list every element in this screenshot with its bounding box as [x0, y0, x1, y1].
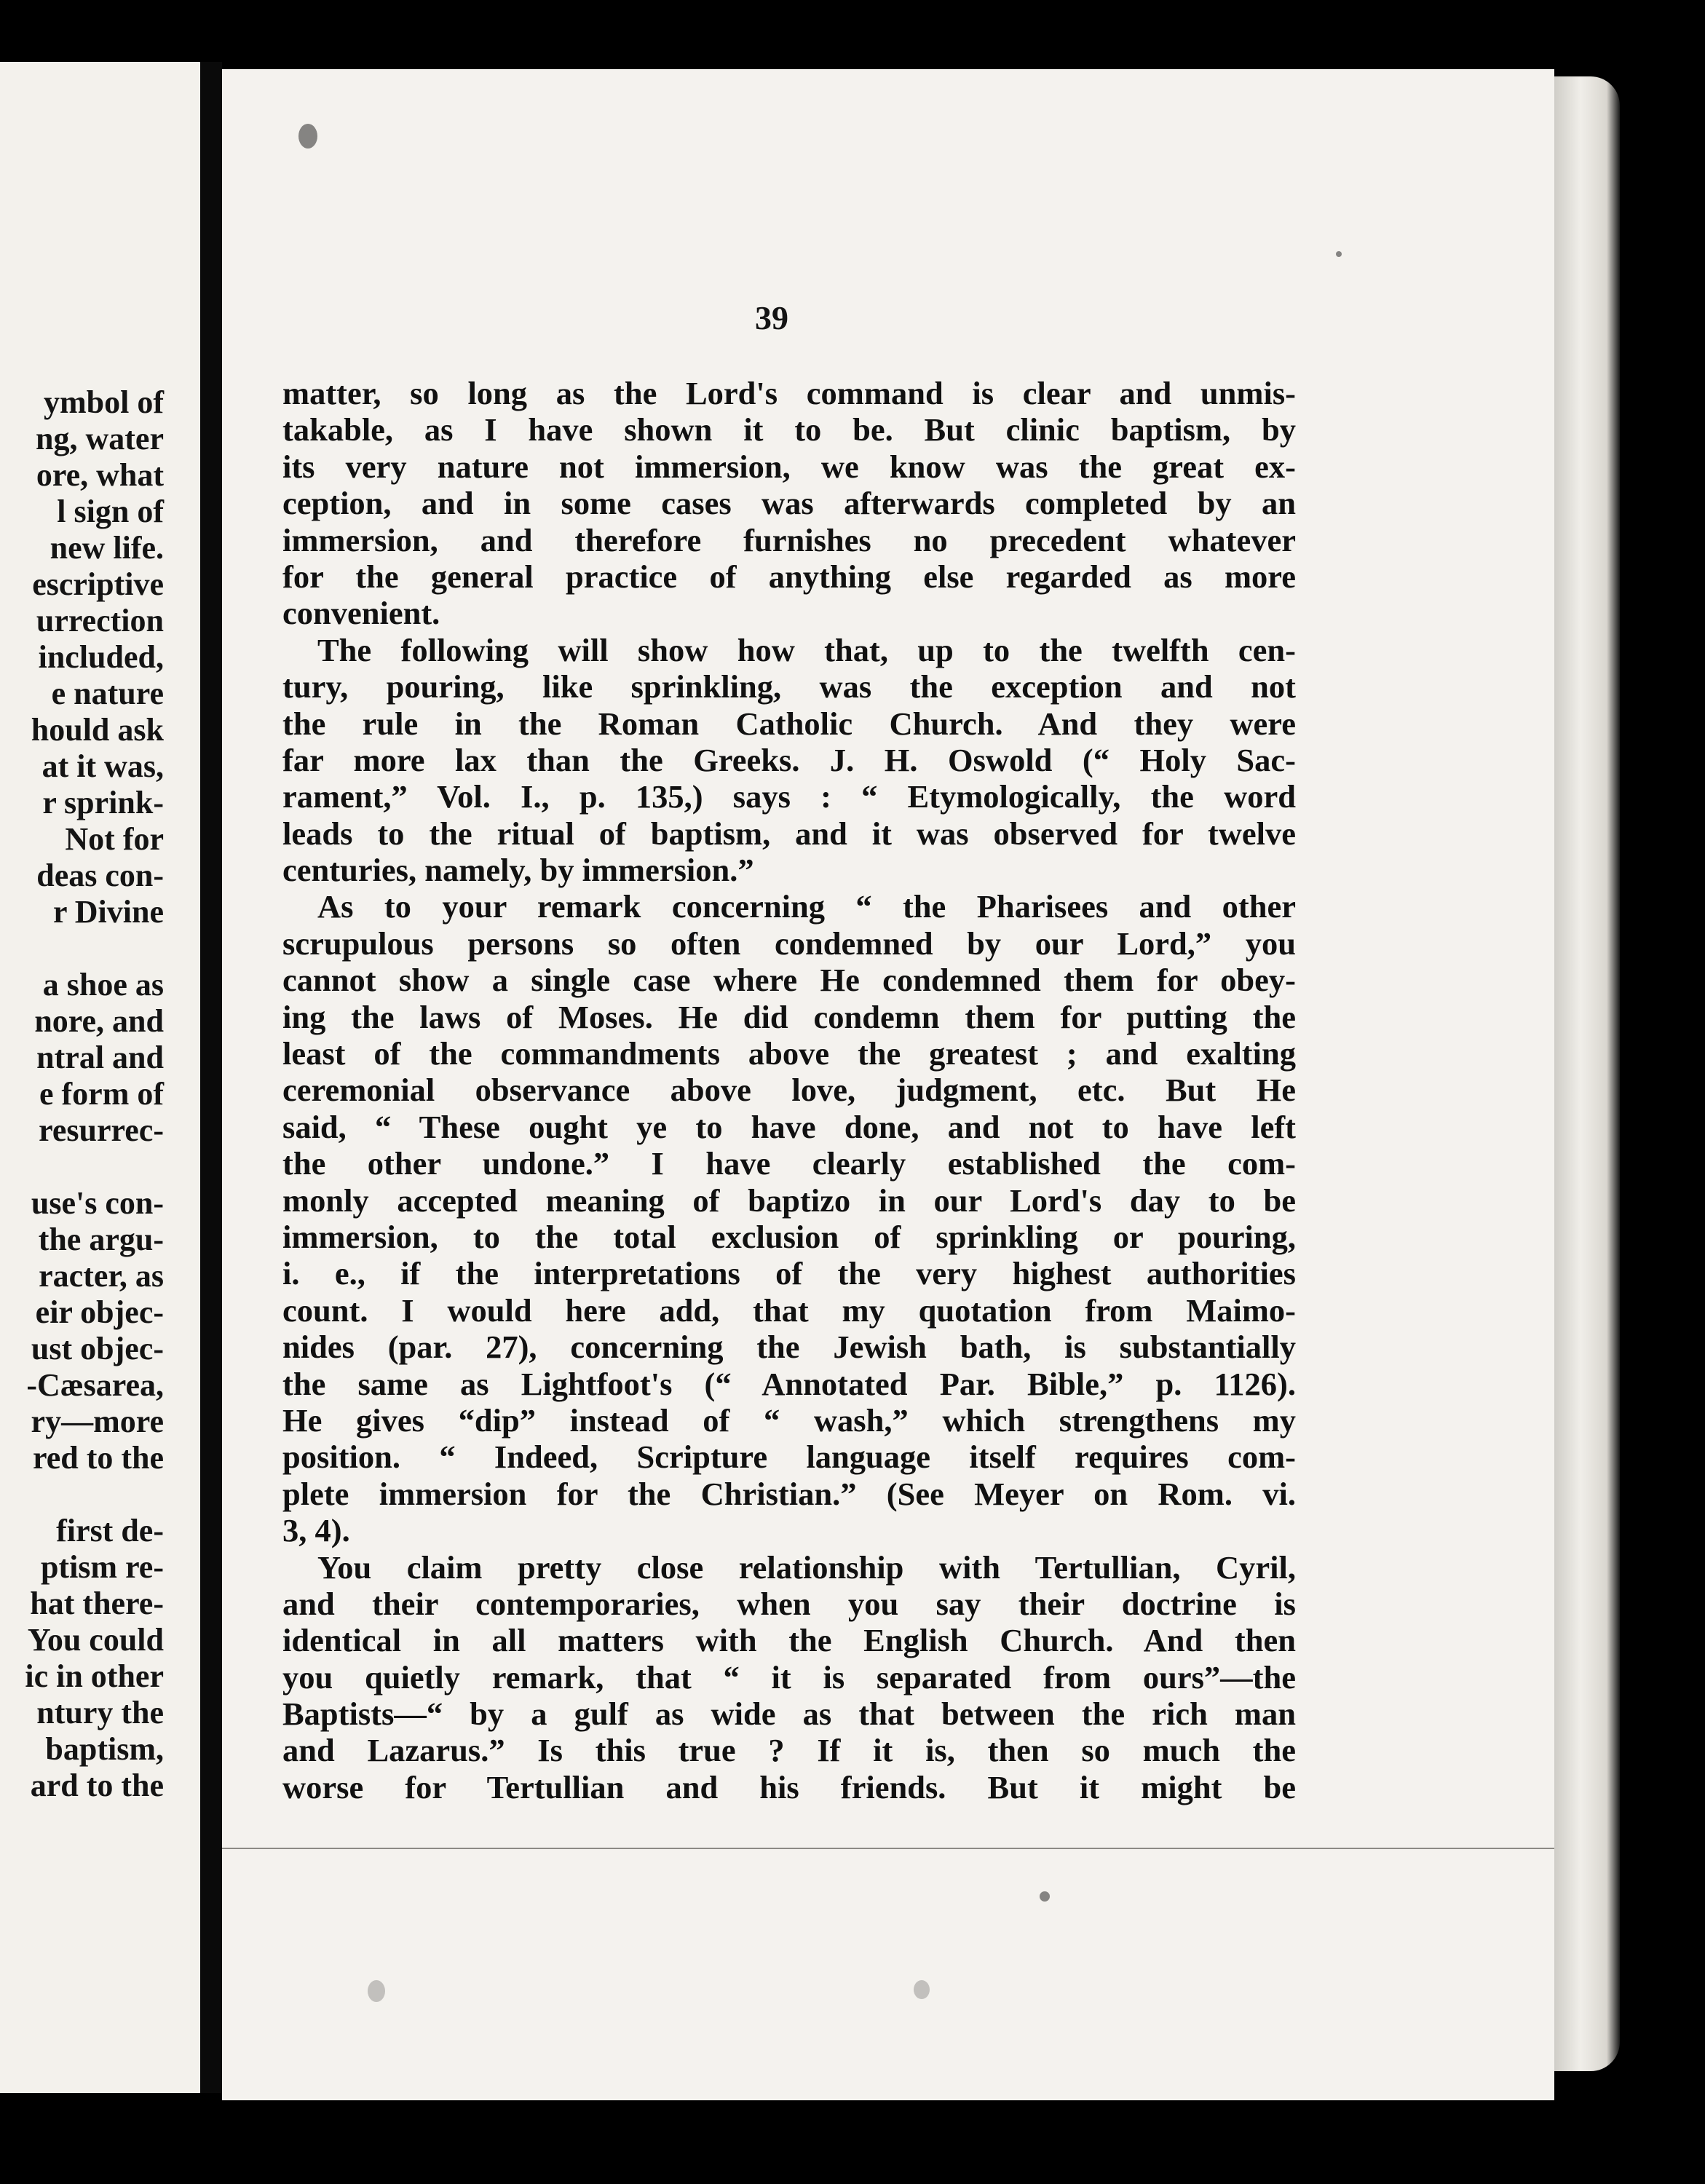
- text-line: As to your remark concerning “ the Pharisees and other: [317, 888, 1296, 925]
- text-line: matter, so long as the Lord's command is clear and unmis-: [282, 375, 1296, 411]
- left-page-line: ymbol of: [44, 384, 164, 420]
- left-page-line: Not for: [65, 821, 164, 857]
- left-page-line: r Divine: [53, 894, 164, 930]
- left-page-line: ntral and: [36, 1040, 164, 1075]
- text-line: leads to the ritual of baptism, and it was observed for twelve: [282, 815, 1296, 852]
- text-line: cannot show a single case where He condemned them for obey-: [282, 962, 1296, 999]
- scan-speck: [914, 1980, 930, 1999]
- left-page-line: escriptive: [32, 566, 164, 602]
- text-line: rament,” Vol. I., p. 135,) says : “ Etymologically, the word: [282, 778, 1296, 815]
- text-line: and their contemporaries, when you say their doctrine is: [282, 1585, 1296, 1622]
- left-page-line: first de-: [56, 1513, 164, 1548]
- left-page-line: r sprink-: [42, 785, 164, 820]
- left-page-line: ry—more: [31, 1404, 164, 1439]
- text-line: ceremonial observance above love, judgment, etc. But He: [282, 1072, 1296, 1109]
- left-page-line: e form of: [39, 1076, 164, 1112]
- text-line: nides (par. 27), concerning the Jewish bath, is substantially: [282, 1329, 1296, 1366]
- left-page-line: e nature: [51, 676, 164, 711]
- text-line: ing the laws of Moses. He did condemn them for putting the: [282, 998, 1296, 1035]
- page-number: 39: [755, 299, 788, 336]
- text-line: immersion, and therefore furnishes no precedent whatever: [282, 521, 1296, 558]
- text-line: plete immersion for the Christian.” (See Meyer on Rom. vi.: [282, 1475, 1296, 1512]
- left-page-line: ntury the: [36, 1695, 164, 1730]
- scan-speck: [1336, 251, 1342, 257]
- left-page-line: racter, as: [39, 1258, 164, 1294]
- left-page-line: -Cæsarea,: [26, 1367, 164, 1403]
- left-page-line: nore, and: [34, 1003, 164, 1039]
- text-line: convenient.: [282, 595, 440, 632]
- left-page-line: deas con-: [36, 858, 164, 893]
- text-line: ception, and in some cases was afterwards completed by an: [282, 485, 1296, 522]
- left-page-line: at it was,: [41, 748, 164, 784]
- text-line: count. I would here add, that my quotation from Maimo-: [282, 1291, 1296, 1329]
- left-page-line: a shoe as: [42, 967, 164, 1002]
- text-line: i. e., if the interpretations of the very highest authorities: [282, 1255, 1296, 1292]
- left-page-line: urrection: [36, 603, 164, 638]
- text-line: you quietly remark, that “ it is separated from ours”—the: [282, 1658, 1296, 1696]
- text-line: for the general practice of anything else regarded as more: [282, 558, 1296, 595]
- text-line: scrupulous persons so often condemned by our Lord,” you: [282, 925, 1296, 962]
- text-line: immersion, to the total exclusion of sprinkling or pouring,: [282, 1218, 1296, 1255]
- left-page-fragment: [0, 62, 202, 2093]
- left-page-line: hat there-: [30, 1586, 164, 1621]
- scan-speck: [1040, 1891, 1050, 1902]
- left-page-line: use's con-: [31, 1185, 164, 1221]
- text-line: the rule in the Roman Catholic Church. And they were: [282, 705, 1296, 742]
- body-text: [282, 375, 1296, 1805]
- text-line: You claim pretty close relationship with Tertullian, Cyril,: [317, 1548, 1296, 1586]
- text-line: least of the commandments above the greatest ; and exalting: [282, 1035, 1296, 1072]
- text-line: takable, as I have shown it to be. But clinic baptism, by: [282, 411, 1296, 448]
- left-page-line: eir objec-: [35, 1294, 164, 1330]
- left-page-line: baptism,: [45, 1731, 164, 1767]
- text-line: tury, pouring, like sprinkling, was the exception and not: [282, 668, 1296, 705]
- scan-speck: [298, 124, 317, 149]
- left-page-line: the argu-: [38, 1222, 164, 1257]
- text-line: its very nature not immersion, we know was the great ex-: [282, 448, 1296, 485]
- book-gutter: [200, 62, 222, 2093]
- left-page-line: l sign of: [57, 494, 164, 529]
- text-line: 3, 4).: [282, 1512, 350, 1549]
- left-page-line: ore, what: [36, 457, 164, 493]
- left-page-line: ptism re-: [40, 1549, 164, 1585]
- text-line: the same as Lightfoot's (“ Annotated Par. Bible,” p. 1126).: [282, 1365, 1296, 1402]
- left-page-line: resurrec-: [39, 1112, 164, 1148]
- text-line: monly accepted meaning of baptizo in our Lord's day to be: [282, 1182, 1296, 1219]
- left-page-line: ard to the: [30, 1768, 164, 1803]
- scan-speck: [368, 1980, 385, 2002]
- left-page-line: ic in other: [25, 1658, 164, 1694]
- left-page-line: ust objec-: [31, 1331, 164, 1366]
- left-page-line: hould ask: [31, 712, 164, 748]
- text-line: worse for Tertullian and his friends. But it might be: [282, 1768, 1296, 1805]
- text-line: said, “ These ought ye to have done, and not to have left: [282, 1108, 1296, 1145]
- left-page-line: You could: [27, 1622, 164, 1658]
- text-line: position. “ Indeed, Scripture language itself requires com-: [282, 1439, 1296, 1476]
- left-page-line: ng, water: [36, 421, 164, 456]
- text-line: Baptists—“ by a gulf as wide as that between the rich man: [282, 1696, 1296, 1733]
- text-line: the other undone.” I have clearly established the com-: [282, 1145, 1296, 1182]
- text-line: centuries, namely, by immersion.”: [282, 852, 754, 889]
- text-line: identical in all matters with the English Church. And then: [282, 1622, 1296, 1659]
- text-line: The following will show how that, up to the twelfth cen-: [317, 631, 1296, 668]
- fold-line: [222, 1848, 1554, 1849]
- left-page-line: red to the: [32, 1440, 164, 1476]
- left-page-line: included,: [38, 639, 164, 675]
- text-line: and Lazarus.” Is this true ? If it is, then so much the: [282, 1732, 1296, 1769]
- left-page-line: new life.: [50, 530, 164, 566]
- page-edge: [1554, 76, 1620, 2071]
- text-line: far more lax than the Greeks. J. H. Oswold (“ Holy Sac-: [282, 741, 1296, 778]
- text-line: He gives “dip” instead of “ wash,” which strengthens my: [282, 1401, 1296, 1439]
